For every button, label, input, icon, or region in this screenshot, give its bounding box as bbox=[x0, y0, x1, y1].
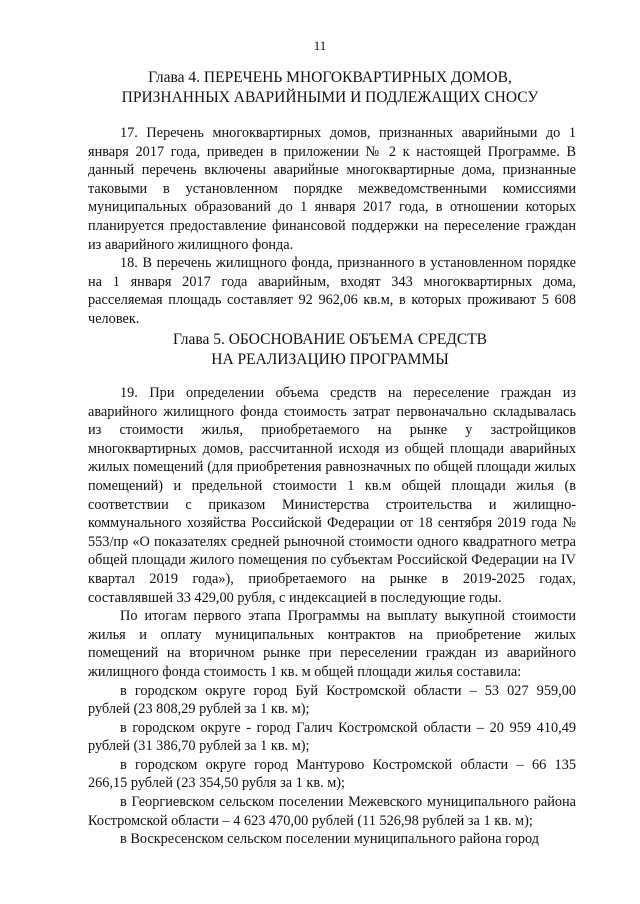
paragraph-18: 18. В перечень жилищного фонда, признанного в установленном порядке на 1 января 2017 года аварийным, входят 343 многоквартирных дома, расселяемая площадь составляет 92 962,06 кв.м, в которых проживают 5 608 человек. bbox=[88, 255, 576, 327]
paragraph-first-stage-results: По итогам первого этапа Программы на выплату выкупной стоимости жилья и оплату муниципальных контрактов на приобретение жилых помещений на вторичном рынке при переселении граждан из аварийного жилищного фонда стоимость 1 кв. м общей площади жилья составила: bbox=[88, 608, 576, 680]
paragraph-19: 19. При определении объема средств на переселение граждан из аварийного жилищного фонда стоимость затрат первоначально складывалась из стоимости жилья, приобретаемого на рынке у застройщиков многоквартирных домов, рассчитанной исходя из общей площади аварийных жилых помещений (для приобретения равнозначных по общей площади жилых помещений) и предельной стоимости 1 кв.м общей площади жилья (в соответствии с приказом Министерства строительства и жилищно-коммунального хозяйства Российской Федерации от 18 сентября 2019 года № 553/пр «О показателях средней рыночной стоимости одного квадратного метра общей площади жилого помещения по субъектам Российской Федерации на IV квартал 2019 года»), приобретаемого на рынке в 2019-2025 годах, составлявшей 33 429,00 рубля, с индексацией в последующие годы. bbox=[88, 385, 576, 606]
chapter-4-title-line-2: ПРИЗНАННЫХ АВАРИЙНЫМИ И ПОДЛЕЖАЩИХ СНОСУ bbox=[121, 89, 539, 106]
paragraph-17: 17. Перечень многоквартирных домов, признанных аварийными до 1 января 2017 года, приведен в приложении № 2 к настоящей Программе. В данный перечень включены аварийные многоквартирные дома, признанные таковыми в установленном порядке межведомственными комиссиями муниципальных образований до 1 января 2017 года, в отношении которых планируется предоставление финансовой поддержки на переселение граждан из аварийного жилищного фонда. bbox=[88, 125, 576, 253]
list-item-manturovo: в городском округе город Мантурово Костромской области – 66 135 266,15 рублей (23 354,50 рубля за 1 кв. м); bbox=[88, 756, 576, 792]
list-item-voskresenskoe: в Воскресенском сельском поселении муниципального района город bbox=[120, 831, 539, 848]
list-item-buy: в городском округе город Буй Костромской области – 53 027 959,00 рублей (23 808,29 рублей за 1 кв. м); bbox=[88, 682, 576, 718]
chapter-5-body bbox=[88, 384, 576, 849]
chapter-5-title-line-2: НА РЕАЛИЗАЦИЮ ПРОГРАММЫ bbox=[211, 351, 449, 368]
chapter-4-title-line-1: Глава 4. ПЕРЕЧЕНЬ МНОГОКВАРТИРНЫХ ДОМОВ, bbox=[148, 69, 512, 86]
list-item-georgievskoe: в Георгиевском сельском поселении Межевского муниципального района Костромской области – 4 623 470,00 рублей (11 526,98 рублей за 1 кв. м); bbox=[88, 794, 576, 829]
list-item-galich: в городском округе - город Галич Костромской области – 20 959 410,49 рублей (31 386,70 рублей за 1 кв. м); bbox=[88, 719, 576, 755]
chapter-5-title-line-1: Глава 5. ОБОСНОВАНИЕ ОБЪЕМА СРЕДСТВ bbox=[172, 331, 488, 348]
chapter-4-heading bbox=[80, 68, 580, 108]
page-number: 11 bbox=[313, 38, 327, 53]
chapter-4-body bbox=[88, 124, 576, 329]
chapter-5-heading bbox=[80, 330, 580, 370]
